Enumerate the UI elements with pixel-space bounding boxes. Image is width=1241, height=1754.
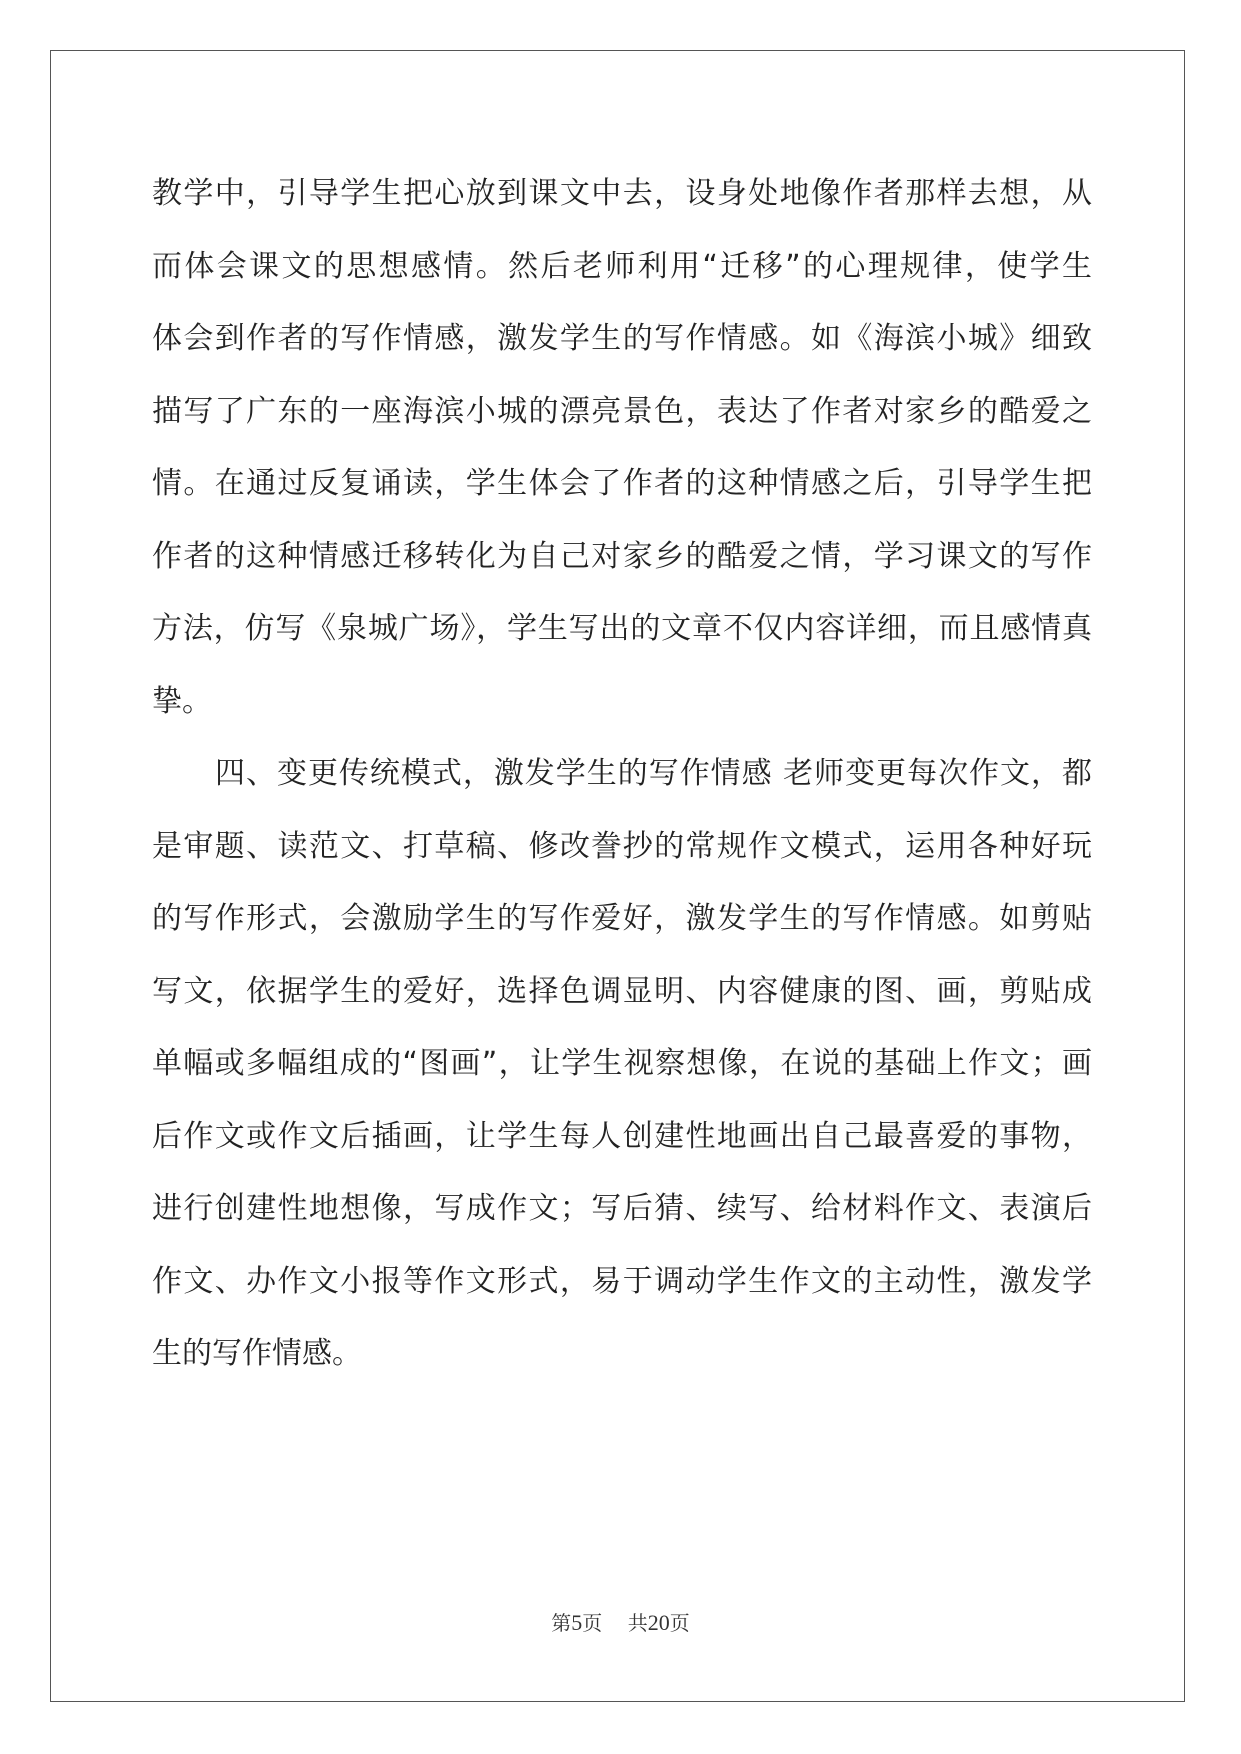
text-line: 单幅或多幅组成的“图画”，让学生视察想像，在说的基础上作文；画 [152,1046,1092,1081]
text-line: 写文，依据学生的爱好，选择色调显明、内容健康的图、画，剪贴成 [152,973,1092,1009]
text-line: 情。在通过反复诵读，学生体会了作者的这种情感之后，引导学生把 [152,466,1092,501]
text-line: 进行创建性地想像，写成作文；写后猜、续写、给材料作文、表演后 [152,1191,1092,1226]
text-line: 四、变更传统模式，激发学生的写作情感 老师变更每次作文，都 [215,756,1092,791]
text-line: 体会到作者的写作情感，激发学生的写作情感。如《海滨小城》细致 [152,321,1092,356]
page-footer [0,1611,1241,1635]
page-unit: 页 [582,1611,603,1635]
text-line: 是审题、读范文、打草稿、修改誊抄的常规作文模式，运用各种好玩 [152,828,1092,864]
text-line: 后作文或作文后插画，让学生每人创建性地画出自己最喜爱的事物， [152,1118,1092,1154]
text-line: 的写作形式，会激励学生的写作爱好，激发学生的写作情感。如剪贴 [152,901,1092,936]
page-prefix: 第 [551,1611,572,1635]
total-unit: 页 [669,1611,690,1635]
text-line: 描写了广东的一座海滨小城的漂亮景色，表达了作者对家乡的酷爱之 [152,393,1092,429]
total-pages-number: 20 [647,1610,670,1635]
text-line: 作文、办作文小报等作文形式，易于调动学生作文的主动性，激发学 [152,1263,1092,1299]
paragraph [152,158,1092,738]
text-line: 作者的这种情感迁移转化为自己对家乡的酷爱之情，学习课文的写作 [152,538,1092,574]
text-line: 而体会课文的思想感情。然后老师利用“迁移”的心理规律，使学生 [152,248,1092,284]
text-line: 挚。 [152,683,212,719]
text-line: 教学中，引导学生把心放到课文中去，设身处地像作者那样去想，从 [152,176,1092,211]
total-prefix: 共 [627,1611,648,1635]
paragraph [152,738,1092,1391]
text-line: 生的写作情感。 [152,1336,362,1371]
current-page-number: 5 [571,1610,583,1635]
document-body [152,158,1092,1391]
text-line: 方法，仿写《泉城广场》，学生写出的文章不仅内容详细，而且感情真 [152,611,1092,646]
